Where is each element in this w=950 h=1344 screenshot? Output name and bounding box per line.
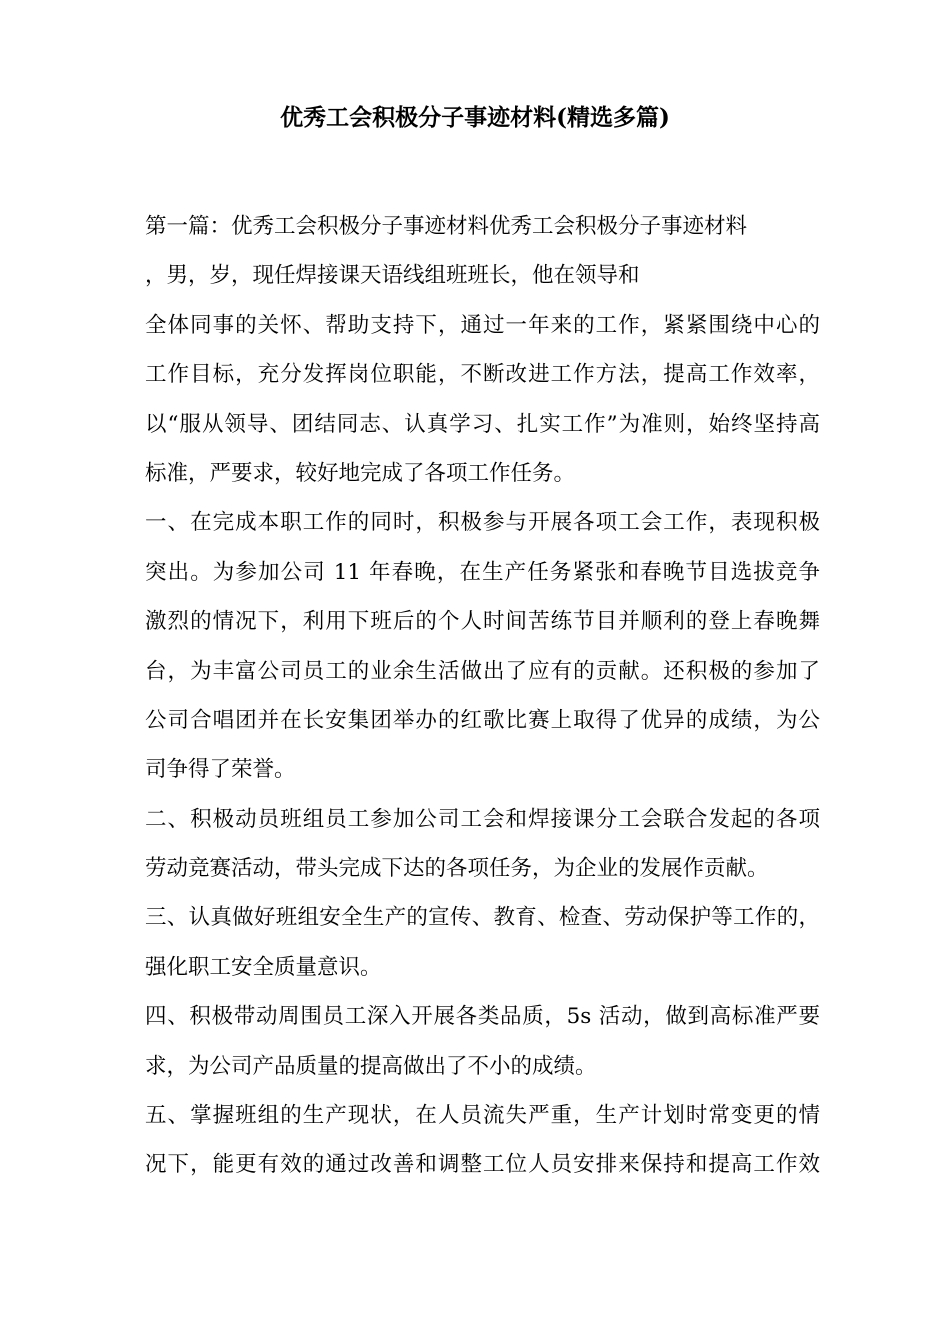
paragraph-line: 标准，严要求，较好地完成了各项工作任务。 (145, 460, 576, 486)
paragraph-line: 四、积极带动周围员工深入开展各类品质，5s 活动，做到高标准严要 (145, 1004, 820, 1030)
paragraph-line: 强化职工安全质量意识。 (145, 954, 382, 980)
paragraph-line: 五、掌握班组的生产现状，在人员流失严重，生产计划时常变更的情 (145, 1103, 820, 1129)
paragraph-line: 二、积极动员班组员工参加公司工会和焊接课分工会联合发起的各项 (145, 806, 820, 832)
paragraph-line: 第一篇：优秀工会积极分子事迹材料优秀工会积极分子事迹材料 (145, 214, 748, 239)
paragraph-line: 一、在完成本职工作的同时，积极参与开展各项工会工作，表现积极 (145, 510, 820, 536)
paragraph-line: 况下，能更有效的通过改善和调整工位人员安排来保持和提高工作效 (145, 1152, 820, 1178)
paragraph-line: 求，为公司产品质量的提高做出了不小的成绩。 (145, 1053, 597, 1079)
paragraph-line: 台，为丰富公司员工的业余生活做出了应有的贡献。还积极的参加了 (145, 658, 820, 684)
document-title: 优秀工会积极分子事迹材料(精选多篇) (280, 104, 670, 131)
paragraph-line: 以“服从领导、团结同志、认真学习、扎实工作”为准则，始终坚持高 (145, 411, 820, 437)
paragraph-line: 劳动竞赛活动，带头完成下达的各项任务，为企业的发展作贡献。 (145, 856, 769, 882)
paragraph-line: 公司合唱团并在长安集团举办的红歌比赛上取得了优异的成绩，为公 (145, 707, 820, 733)
paragraph-line: 全体同事的关怀、帮助支持下，通过一年来的工作，紧紧围绕中心的 (145, 312, 820, 338)
paragraph-line: 三、认真做好班组安全生产的宣传、教育、检查、劳动保护等工作的， (145, 905, 820, 931)
paragraph-line: 突出。为参加公司 11 年春晚，在生产任务紧张和春晚节目选拔竞争 (145, 559, 820, 585)
paragraph-line: 工作目标，充分发挥岗位职能，不断改进工作方法，提高工作效率， (145, 362, 820, 388)
paragraph-line: 激烈的情况下，利用下班后的个人时间苦练节目并顺利的登上春晚舞 (145, 609, 820, 635)
paragraph-line: ，男，岁，现任焊接课天语线组班班长，他在领导和 (145, 263, 640, 289)
paragraph-line: 司争得了荣誉。 (145, 757, 296, 783)
document-body (145, 202, 820, 1190)
